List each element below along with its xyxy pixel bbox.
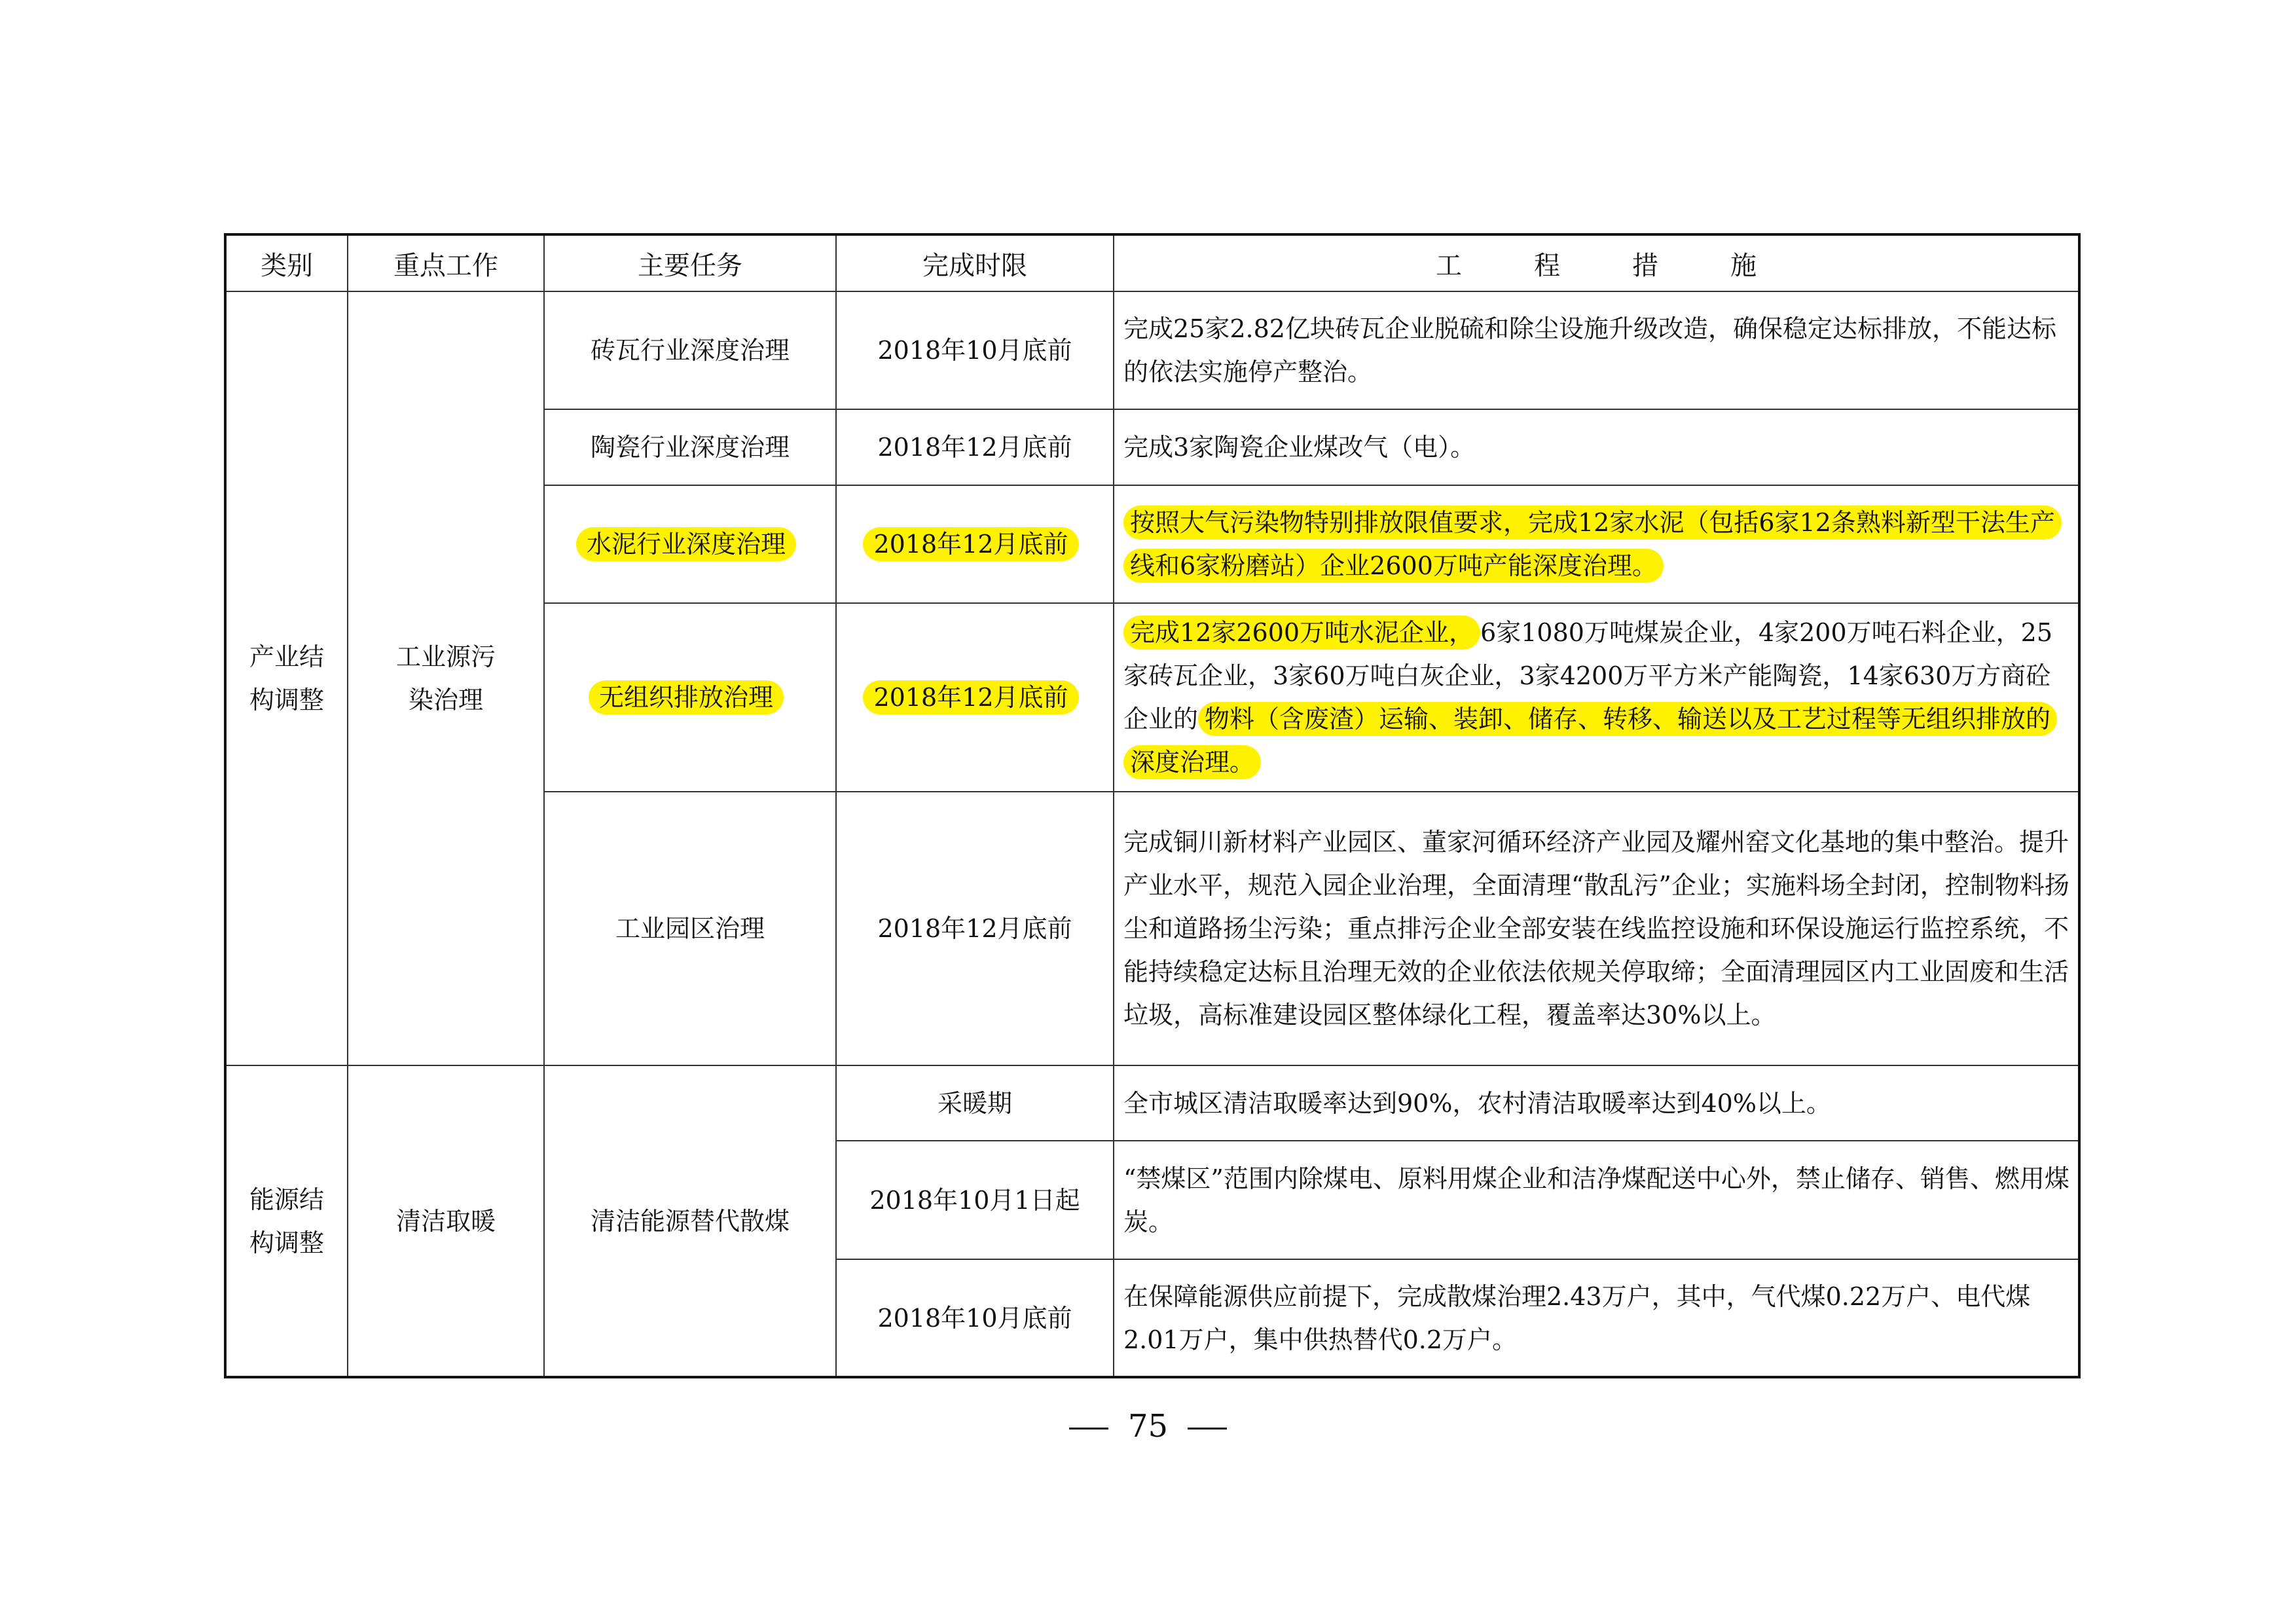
measure-cell: [1114, 485, 2079, 603]
page-number-dash-left: [1069, 1428, 1108, 1430]
category-cell: [225, 1065, 348, 1377]
table-row: [225, 1065, 2079, 1141]
highlighted-task: 无组织排放治理: [589, 680, 784, 714]
deadline-cell: [836, 485, 1114, 603]
measure-cell: “禁煤区”范围内除煤电、原料用煤企业和洁净煤配送中心外，禁止储存、销售、燃用煤炭。: [1114, 1141, 2079, 1259]
deadline-cell: 2018年12月底前: [836, 409, 1114, 485]
highlighted-task: 水泥行业深度治理: [576, 527, 796, 561]
highlighted-deadline: 2018年12月底前: [863, 680, 1078, 714]
measure-cell: 全市城区清洁取暖率达到90%，农村清洁取暖率达到40%以上。: [1114, 1065, 2079, 1141]
key-work-cell: 清洁取暖: [348, 1065, 544, 1377]
deadline-cell: 2018年10月1日起: [836, 1141, 1114, 1259]
task-cell: 砖瓦行业深度治理: [544, 291, 836, 409]
measure-cell: 完成铜川新材料产业园区、董家河循环经济产业园及耀州窑文化基地的集中整治。提升产业水平，规范入园企业治理，全面清理“散乱污”企业；实施料场全封闭，控制物料扬尘和道路扬尘污染；重点排污企业全部安装在线监控设施和环保设施运行监控系统，不能持续稳定达标且治理无效的企业依法依规关停取缔；全面清理园区内工业固废和生活垃圾，高标准建设园区整体绿化工程，覆盖率达30%以上。: [1114, 792, 2079, 1065]
category-label: 产业结构调整: [249, 642, 325, 714]
task-cell: 工业园区治理: [544, 792, 836, 1065]
highlighted-measure-part1: 完成12家2600万吨水泥企业，: [1123, 616, 1480, 650]
header-category: 类别: [225, 234, 348, 291]
deadline-cell: [836, 603, 1114, 792]
measure-cell: 完成25家2.82亿块砖瓦企业脱硫和除尘设施升级改造，确保稳定达标排放，不能达标的依法实施停产整治。: [1114, 291, 2079, 409]
header-deadline: 完成时限: [836, 234, 1114, 291]
deadline-cell: 2018年12月底前: [836, 792, 1114, 1065]
task-cell: 陶瓷行业深度治理: [544, 409, 836, 485]
measure-plain-part: 6家1080万吨煤炭企业，4家200万吨石料企业，25家砖瓦企业，3家60万吨白灰企业，3家4200万平方米产能陶瓷，14家630万方商砼企业的: [1123, 618, 2053, 733]
deadline-cell: 2018年10月底前: [836, 1259, 1114, 1377]
measure-cell: [1114, 603, 2079, 792]
measures-table: [224, 233, 2081, 1378]
measure-cell: 完成3家陶瓷企业煤改气（电）。: [1114, 409, 2079, 485]
header-key-work: 重点工作: [348, 234, 544, 291]
table-row: [225, 291, 2079, 409]
task-cell: [544, 485, 836, 603]
task-cell: [544, 603, 836, 792]
key-work-cell: [348, 291, 544, 1065]
page-number-value: 75: [1127, 1408, 1169, 1445]
category-label: 能源结构调整: [249, 1185, 325, 1257]
page-number-dash-right: [1188, 1428, 1227, 1430]
task-cell: 清洁能源替代散煤: [544, 1065, 836, 1377]
header-row: [225, 234, 2079, 291]
page-number: [0, 1408, 2296, 1445]
header-task: 主要任务: [544, 234, 836, 291]
header-measures: 工程措施: [1114, 234, 2079, 291]
key-work-label: 工业源污染治理: [395, 642, 496, 714]
measure-cell: 在保障能源供应前提下，完成散煤治理2.43万户，其中，气代煤0.22万户、电代煤2.01万户，集中供热替代0.2万户。: [1114, 1259, 2079, 1377]
highlighted-deadline: 2018年12月底前: [863, 527, 1078, 561]
highlighted-measure-part2: 物料（含废渣）运输、装卸、储存、转移、输送以及工艺过程等无组织排放的深度治理。: [1123, 702, 2057, 779]
highlighted-measure: 按照大气污染物特别排放限值要求，完成12家水泥（包括6家12条熟料新型干法生产线和6家粉磨站）企业2600万吨产能深度治理。: [1123, 506, 2062, 583]
deadline-cell: 2018年10月底前: [836, 291, 1114, 409]
deadline-cell: 采暖期: [836, 1065, 1114, 1141]
category-cell: [225, 291, 348, 1065]
